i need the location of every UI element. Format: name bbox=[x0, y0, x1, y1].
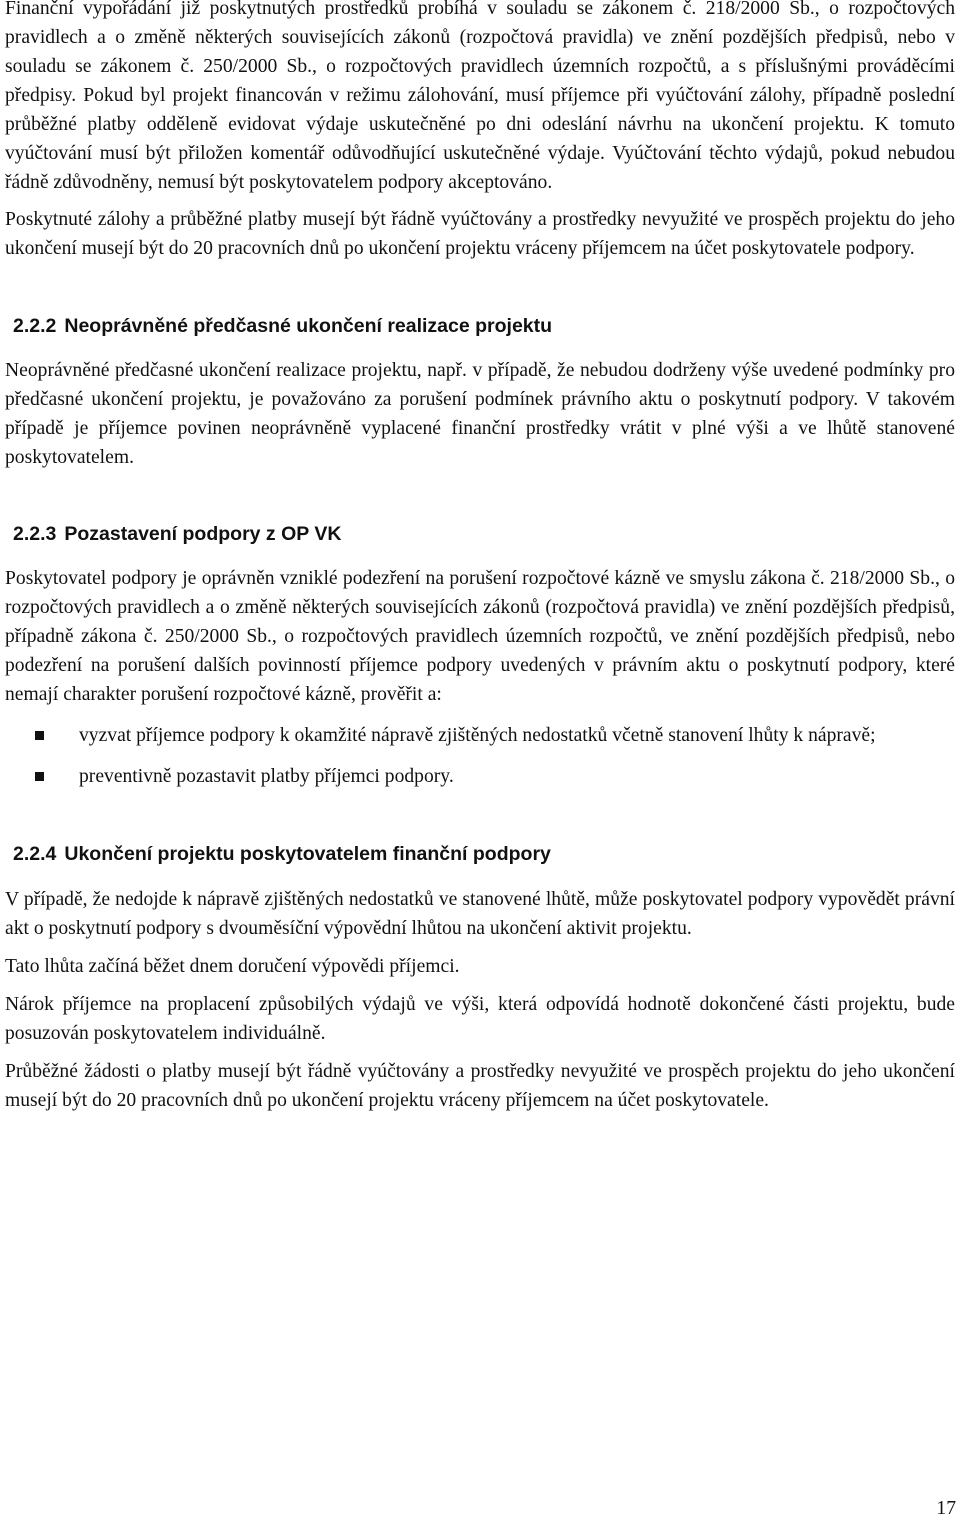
section-title: Ukončení projektu poskytovatelem finanční podpory bbox=[64, 843, 551, 865]
section-2-2-4-paragraph-3: Nárok příjemce na proplacení způsobilých výdajů ve výši, která odpovídá hodnotě dokončené části projektu, bude posuzován poskytovatelem individuálně. bbox=[5, 994, 955, 1044]
list-item bbox=[5, 762, 955, 791]
section-number: 2.2.4 bbox=[13, 843, 57, 865]
square-bullet-icon bbox=[35, 772, 44, 781]
section-2-2-4-paragraph-4: Průběžné žádosti o platby musejí být řádně vyúčtovány a prostředky nevyužité ve prospěch projektu do jeho ukončení musejí být do 20 pracovních dnů po ukončení projektu vráceny příjemcem na účet poskytovatele. bbox=[5, 1061, 955, 1111]
page-number: 17 bbox=[936, 1498, 956, 1519]
section-2-2-3-paragraph-1: Poskytovatel podpory je oprávněn vzniklé podezření na porušení rozpočtové kázně ve smyslu zákona č. 218/2000 Sb., o rozpočtových pravidlech a o změně některých souvisejících zákonů (rozpočtová pravidla) ve znění pozdějších předpisů, případně zákona č. 250/2000 Sb., o rozpočtových pravidlech územních rozpočtů, ve znění pozdějších předpisů, nebo podezření na porušení dalších povinností příjemce podpory uvedených v právním aktu o poskytnutí podpory, které nemají charakter porušení rozpočtové kázně, prověřit a: bbox=[5, 568, 955, 705]
section-heading-2-2-2 bbox=[5, 314, 955, 338]
bullet-list bbox=[5, 721, 955, 791]
section-number: 2.2.2 bbox=[13, 315, 57, 337]
section-2-2-4-paragraph-1: V případě, že nedojde k nápravě zjištěných nedostatků ve stanovené lhůtě, může poskytovatel podpory vypovědět právní akt o poskytnutí podpory s dvouměsíční výpovědní lhůtou na ukončení aktivit projektu. bbox=[5, 889, 955, 939]
list-item bbox=[5, 721, 955, 750]
intro-paragraph-1: Finanční vypořádání již poskytnutých prostředků probíhá v souladu se zákonem č. 218/2000 Sb., o rozpočtových pravidlech a o změně některých souvisejících zákonů (rozpočtová pravidla) ve znění pozdějších předpisů, nebo v souladu se zákonem č. 250/2000 Sb., o rozpočtových pravidlech územních rozpočtů, a s příslušnými prováděcími předpisy. Pokud byl projekt financován v režimu zálohování, musí příjemce při vyúčtování zálohy, případně poslední průběžné platby odděleně evidovat výdaje uskutečněné po dni odeslání návrhu na ukončení projektu. K tomuto vyúčtování musí být přiložen komentář odůvodňující uskutečněné výdaje. Vyúčtování těchto výdajů, pokud nebudou řádně zdůvodněny, nemusí být poskytovatelem podpory akceptováno. bbox=[5, 0, 955, 193]
document-page bbox=[5, 0, 955, 1115]
bullet-text: preventivně pozastavit platby příjemci podpory. bbox=[79, 766, 454, 787]
section-heading-2-2-3 bbox=[5, 522, 955, 546]
section-2-2-2-paragraph-1: Neoprávněné předčasné ukončení realizace projektu, např. v případě, že nebudou dodrženy výše uvedené podmínky pro předčasné ukončení projektu, je považováno za porušení podmínek právního aktu o poskytnutí podpory. V takovém případě je příjemce povinen neoprávněně vyplacené finanční prostředky vrátit v plné výši a ve lhůtě stanovené poskytovatelem. bbox=[5, 360, 955, 468]
section-heading-2-2-4 bbox=[5, 842, 955, 866]
section-number: 2.2.3 bbox=[13, 523, 57, 545]
bullet-text: vyzvat příjemce podpory k okamžité nápravě zjištěných nedostatků včetně stanovení lhůty k nápravě; bbox=[79, 725, 876, 746]
section-2-2-4-paragraph-2: Tato lhůta začíná běžet dnem doručení výpovědi příjemci. bbox=[5, 956, 460, 977]
intro-paragraph-2: Poskytnuté zálohy a průběžné platby musejí být řádně vyúčtovány a prostředky nevyužité ve prospěch projektu do jeho ukončení musejí být do 20 pracovních dnů po ukončení projektu vráceny příjemcem na účet poskytovatele podpory. bbox=[5, 209, 955, 259]
section-title: Neoprávněné předčasné ukončení realizace projektu bbox=[64, 315, 553, 337]
section-title: Pozastavení podpory z OP VK bbox=[64, 523, 342, 545]
square-bullet-icon bbox=[35, 731, 44, 740]
